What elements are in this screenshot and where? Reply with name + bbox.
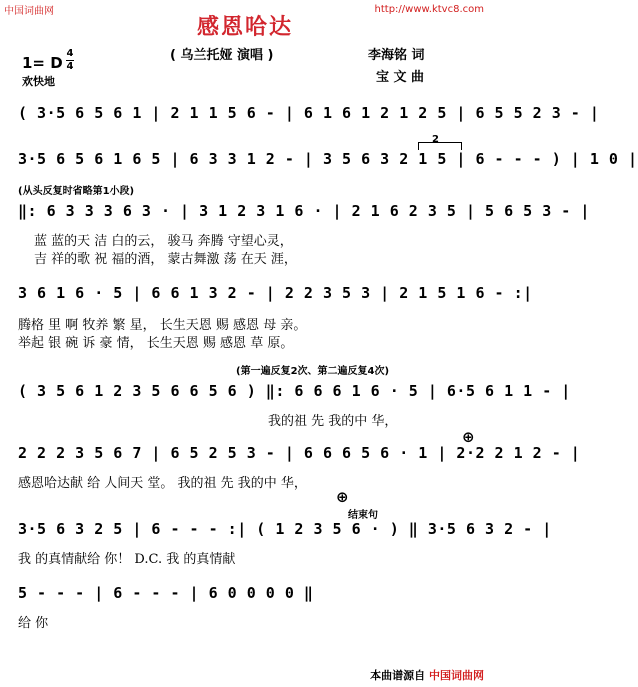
score-line-5: ( 3 5 6 1 2 3 5 6 6 5 6 ) ‖: 6 6 6 1 6 · 5 | 6·5 6 1 1 - | [18,382,571,400]
watermark-bottom [370,667,484,683]
score-line-8: 5 - - - | 6 - - - | 6 0 0 0 0 ‖ [18,584,314,602]
score-line-1: ( 3·5 6 5 6 1 | 2 1 1 5 6 - | 6 1 6 1 2 1 2 5 | 6 5 5 2 3 - | [18,104,600,122]
tempo-marking: 欢快地 [22,75,55,88]
watermark-top-left: 中国词曲网 [4,6,54,17]
watermark-top-right: http://www.ktvc8.com [374,4,484,15]
lyric-line-6: 感恩哈达献 给 人间天 堂。 我的祖 先 我的中 华， [18,476,307,491]
coda-sign-icon: ⊕ [462,428,475,446]
time-signature-top: 4 [66,48,74,59]
score-line-2: 3·5 6 5 6 1 6 5 | 6 3 3 1 2 - | 3 5 6 3 2 1 5 | 6 - - - ) | 1 0 | [18,150,638,168]
lyric-line-4a: 腾格 里 啊 牧养 繁 星， 长生天恩 赐 感恩 母 亲。 [18,318,307,333]
score-line-6: 2 2 2 3 5 6 7 | 6 5 2 5 3 - | 6 6 6 5 6 · 1 | 2·2 2 1 2 - | [18,444,581,462]
lyric-line-5: 我的祖 先 我的中 华， [268,414,398,429]
lyric-line-3a: 蓝 蓝的天 洁 白的云， 骏马 奔腾 守望心灵， [34,234,293,249]
watermark-bottom-label: 本曲谱源自 [370,669,426,682]
lyricist-credit: 李海铭 词 [368,48,425,63]
key-signature: 1= D [22,54,63,72]
ending-bracket [418,142,462,150]
time-signature [66,49,74,72]
lyric-line-7: 我 的真情献给 你！ D.C. 我 的真情献 [18,552,236,567]
singer-credit: ( 乌兰托娅 演唱 ) [170,48,274,63]
watermark-bottom-site: 中国词曲网 [429,669,484,682]
composer-credit: 宝 文 曲 [376,70,425,85]
coda-label: 结束句 [348,510,378,521]
intro-note: (从头反复时省略第1小段) [18,186,135,197]
lyric-line-8: 给 你 [18,616,49,631]
score-line-3: ‖: 6 3 3 3 6 3 · | 3 1 2 3 1 6 · | 2 1 6 2 3 5 | 5 6 5 3 - | [18,202,590,220]
coda-sign-icon-2: ⊕ [336,488,349,506]
lyric-line-3b: 吉 祥的歌 祝 福的酒， 蒙古舞激 荡 在天 涯， [34,252,297,267]
song-title: 感恩哈达 [196,15,293,40]
score-line-4: 3 6 1 6 · 5 | 6 6 1 3 2 - | 2 2 3 5 3 | 2 1 5 1 6 - :| [18,284,533,302]
lyric-line-4b: 举起 银 碗 诉 豪 情， 长生天恩 赐 感恩 草 原。 [18,336,294,351]
repeat-note: (第一遍反复2次、第二遍反复4次) [236,366,390,377]
ending-bracket-number: 2 [432,134,439,145]
time-signature-bottom: 4 [66,61,74,72]
score-line-7: 3·5 6 3 2 5 | 6 - - - :| ( 1 2 3 5 6 · ) ‖ 3·5 6 3 2 - | [18,520,552,538]
